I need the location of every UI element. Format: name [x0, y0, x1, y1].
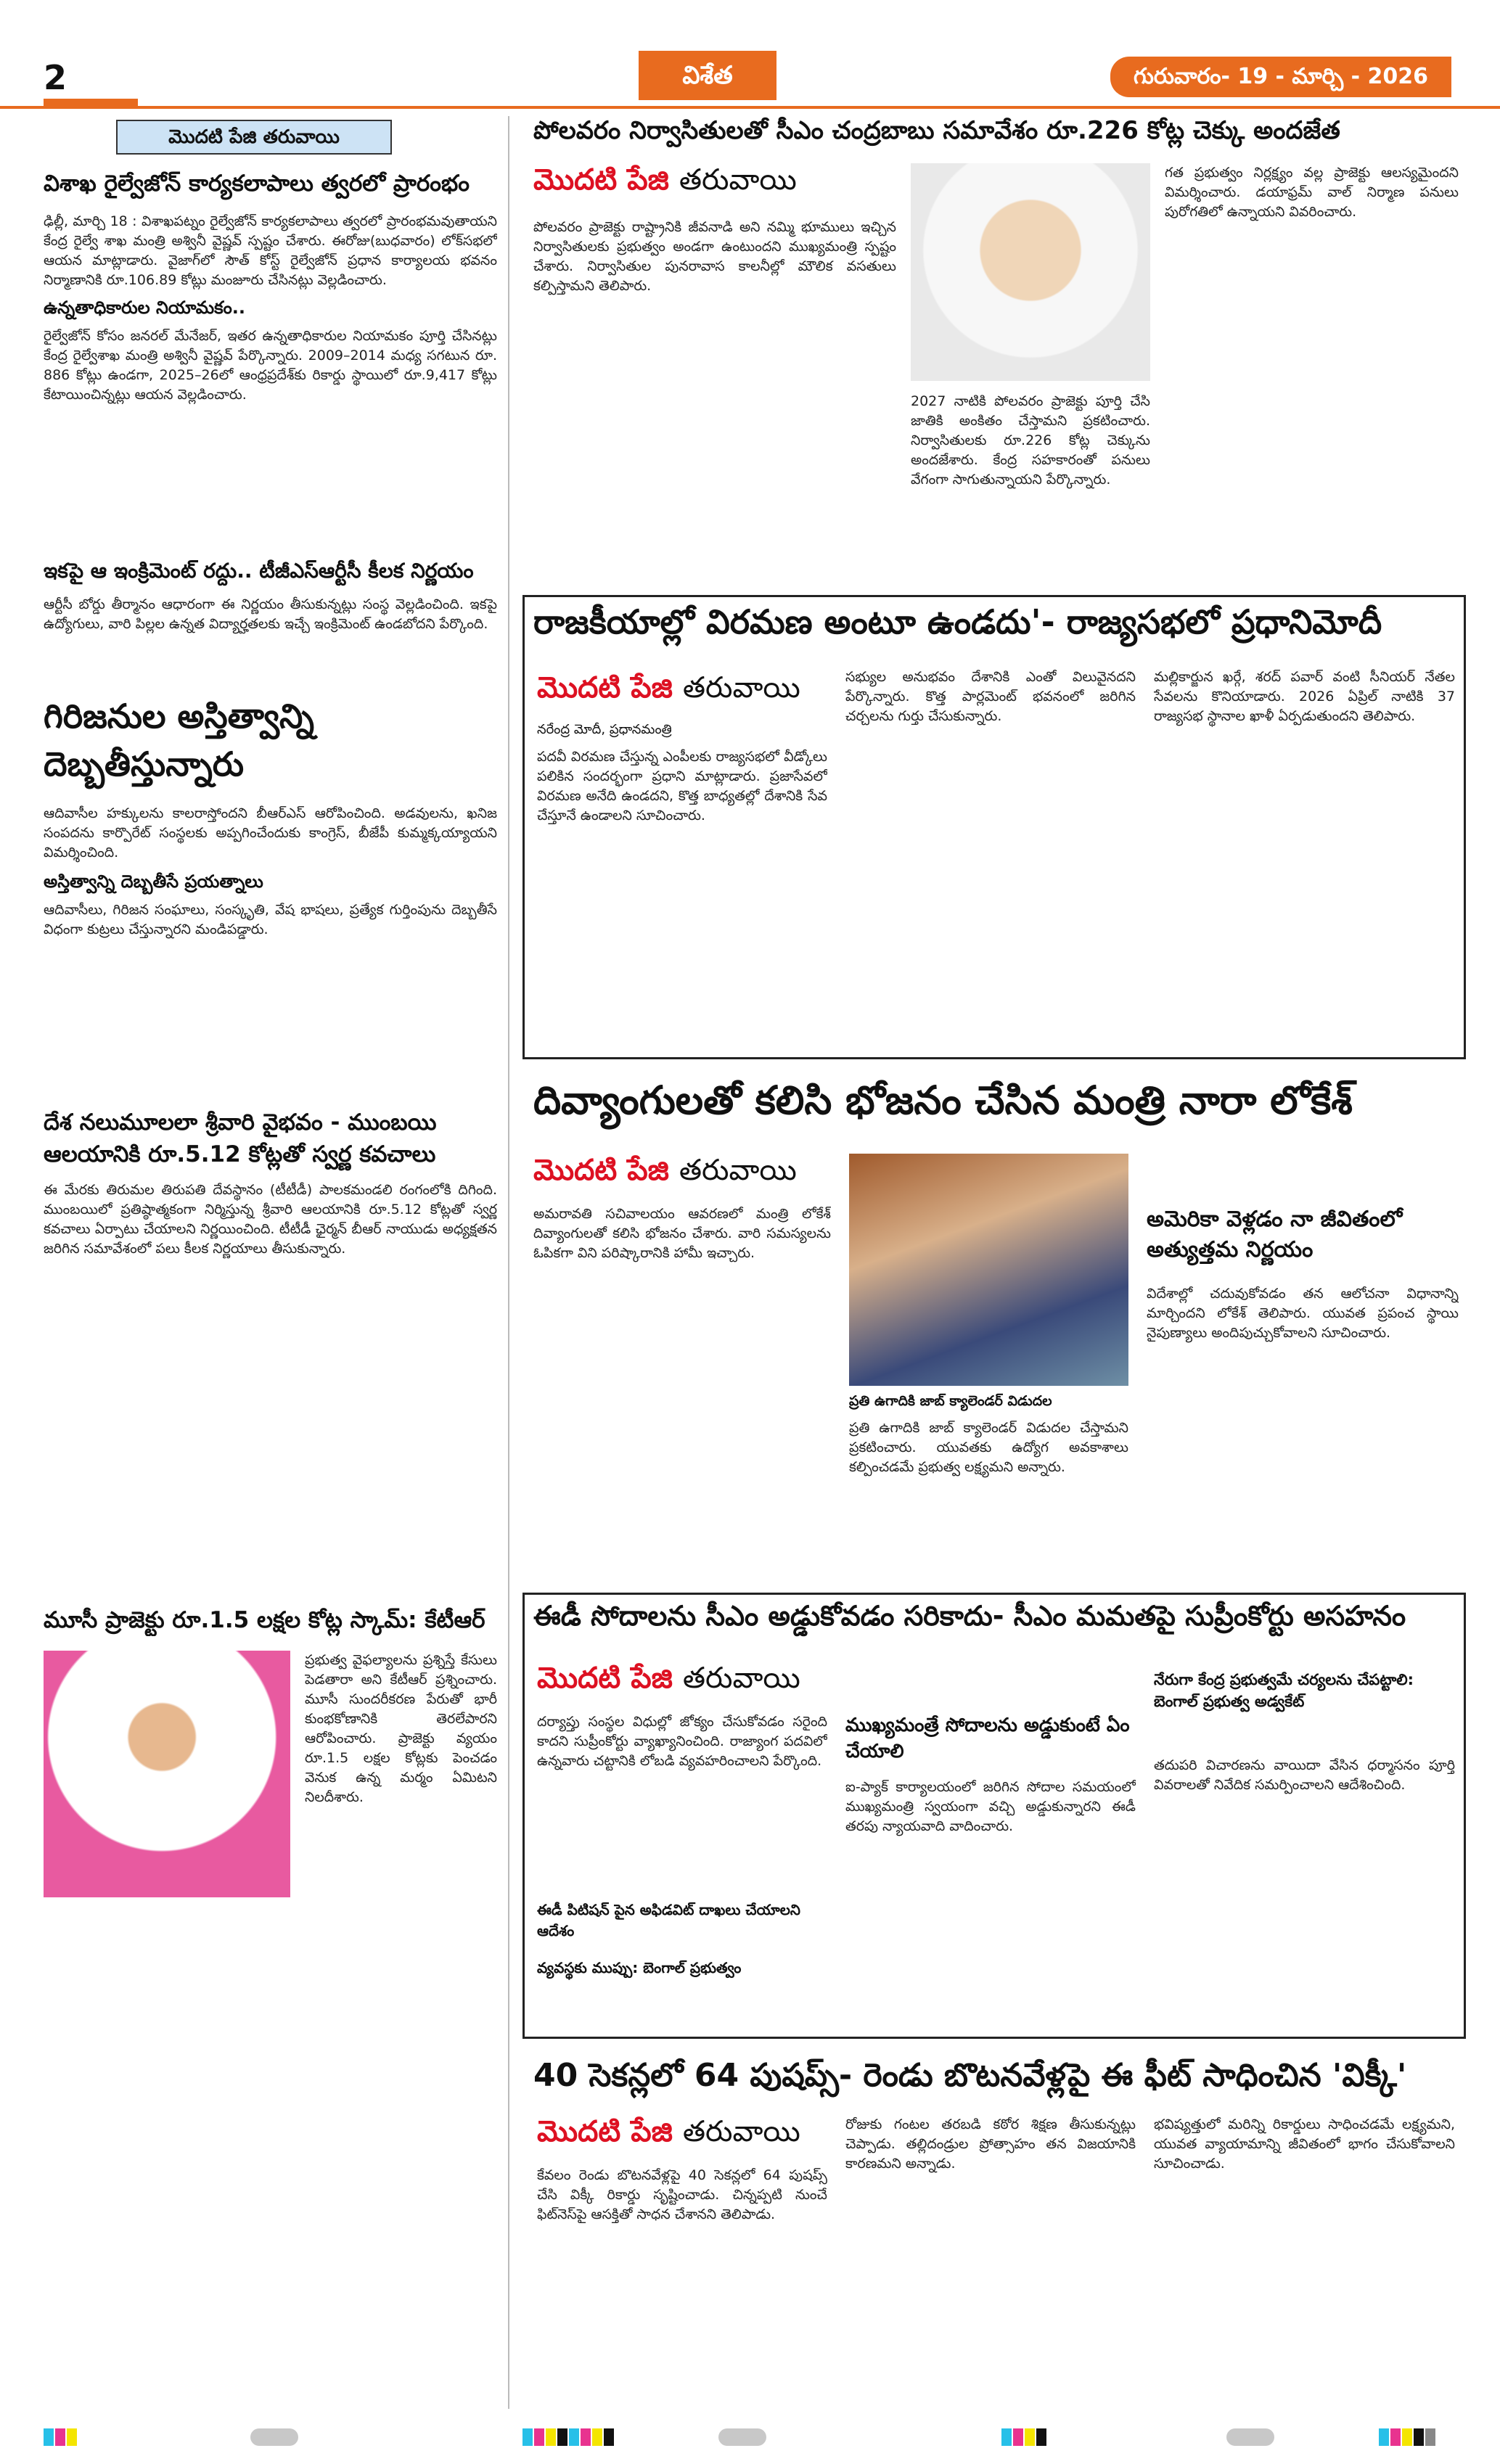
- vicky-body-3: భవిష్యత్తులో మరిన్ని రికార్డులు సాధించడమే లక్ష్యమని, యువత వ్యాయామాన్ని జీవితంలో భాగం చేసుకోవాలని సూచించాడు.: [1154, 2116, 1455, 2172]
- yellow-swatch: [1402, 2428, 1412, 2446]
- ed-headline: ఈడీ సోదాలను సీఎం అడ్డుకోవడం సరికాదు- సీఎం మమతపై సుప్రీంకోర్టు అసహనం: [533, 1600, 1406, 1632]
- article-body: ఆదివాసీల హక్కులను కాలరాస్తోందని బీఆర్‌ఎస్ ఆరోపించింది. అడవులను, ఖనిజ సంపదను కార్పొరేట్ సంస్థలకు అప్పగించేందుకు కాంగ్రెస్, బీజేపీ కుమ్మక్కయ్యాయని విమర్శించింది.: [44, 805, 497, 861]
- lokesh-subhead: అమెరికా వెళ్లడం నా జీవితంలో అత్యుత్తమ నిర్ణయం: [1147, 1207, 1403, 1262]
- magenta-swatch: [1390, 2428, 1401, 2446]
- section-label: మొదటి పేజి తరువాయి: [116, 120, 392, 155]
- lokesh-photo: [849, 1154, 1128, 1386]
- lokesh-continued: [533, 1154, 882, 1197]
- continued-rest: తరువాయి: [682, 2115, 800, 2148]
- ed-subhead-3: ముఖ్యమంత్రే సోదాలను అడ్డుకుంటే ఏం చేయాలి: [845, 1714, 1130, 1762]
- continued-rest: తరువాయి: [679, 1154, 797, 1187]
- black-swatch: [604, 2428, 614, 2446]
- vicky-continued: [537, 2115, 885, 2159]
- article-title: దేశ నలుమూలలా శ్రీవారి వైభవం - ముంబయి ఆలయానికి రూ.5.12 కోట్లతో స్వర్ణ కవచాలు: [44, 1109, 437, 1167]
- modi-headline-wrap: [533, 602, 1455, 653]
- lokesh-headline: దివ్యాంగులతో కలిసి భోజనం చేసిన మంత్రి నారా లోకేశ్: [533, 1077, 1353, 1123]
- cyan-swatch: [522, 2428, 533, 2446]
- article-subhead: అస్తిత్వాన్ని దెబ్బతీసే ప్రయత్నాలు: [44, 871, 263, 892]
- polavaram-headline-wrap: [533, 116, 1459, 157]
- footer-registration-marks: [0, 2420, 1500, 2456]
- yellow-swatch: [1025, 2428, 1035, 2446]
- lokesh-body-3: విదేశాల్లో చదువుకోవడం తన ఆలోచనా విధానాన్ని మార్చిందని లోకేశ్ తెలిపారు. యువత ప్రపంచ స్థాయి నైపుణ్యాలు అందిపుచ్చుకోవాలని సూచించారు.: [1147, 1286, 1459, 1341]
- magenta-swatch: [55, 2428, 65, 2446]
- ed-body-2: ఐ-ప్యాక్ కార్యాలయంలో జరిగిన సోదాల సమయంలో ముఖ్యమంత్రి స్వయంగా వచ్చి అడ్డుకున్నారని ఈడీ తరపు న్యాయవాది వాదించారు.: [845, 1779, 1136, 1834]
- article-body-2: ఆదివాసీలు, గిరిజన సంఘాలు, సంస్కృతి, వేష భాషలు, ప్రత్యేక గుర్తింపును దెబ్బతీసే విధంగా కుట్రలు చేస్తున్నారని మండిపడ్డారు.: [44, 902, 497, 937]
- polavaram-body-1: పోలవరం ప్రాజెక్టు రాష్ట్రానికి జీవనాడి అని నమ్మి భూములు ఇచ్చిన నిర్వాసితులకు ప్రభుత్వం అండగా ఉంటుందని ముఖ్యమంత్రి స్పష్టం చేశారు. నిర్వాసితుల పునరావాస కాలనీల్లో మౌలిక వసతులు కల్పిస్తామని తెలిపారు.: [533, 219, 896, 294]
- masthead: [0, 0, 1500, 109]
- lokesh-headline-wrap: [533, 1077, 1459, 1136]
- modi-headline: రాజకీయాల్లో విరమణ అంటూ ఉండదు'- రాజ్యసభలో ప్రధానిమోదీ: [533, 602, 1382, 641]
- vicky-body-1: కేవలం రెండు బొటనవేళ్లపై 40 సెకన్లలో 64 పుషప్స్ చేసి విక్కీ రికార్డు సృష్టించాడు. చిన్నప్పటి నుంచే ఫిట్‌నెస్‌పై ఆసక్తితో సాధన చేశానని తెలిపాడు.: [537, 2167, 827, 2222]
- article-title: ఇకపై ఆ ఇంక్రిమెంట్ రద్దు.. టీజీఎస్ఆర్టీసీ కీలక నిర్ణయం: [44, 559, 474, 583]
- article-railway-zone: [44, 171, 497, 577]
- ed-continued: [537, 1662, 885, 1705]
- vicky-headline-wrap: [533, 2057, 1459, 2108]
- ed-body-3: తదుపరి విచారణను వాయిదా వేసిన ధర్మాసనం పూర్తి వివరాలతో నివేదిక సమర్పించాలని ఆదేశించింది.: [1154, 1757, 1455, 1793]
- newspaper-logo: విశేత: [639, 51, 776, 100]
- ed-body-1: దర్యాప్తు సంస్థల విధుల్లో జోక్యం చేసుకోవడం సరైంది కాదని సుప్రీంకోర్టు వ్యాఖ్యానించింది. రాజ్యాంగ పదవిలో ఉన్నవారు చట్టానికి లోబడి వ్యవహరించాలని పేర్కొంది.: [537, 1714, 827, 1769]
- column-divider: [508, 116, 509, 2409]
- magenta-swatch: [1013, 2428, 1023, 2446]
- yellow-swatch: [546, 2428, 556, 2446]
- ed-subhead-1: ఈడీ పిటిషన్‌ పైన అఫిడవిట్ దాఖలు చేయాలని ఆదేశం: [537, 1901, 800, 1939]
- continued-rest: తరువాయి: [679, 163, 797, 197]
- cyan-swatch: [569, 2428, 579, 2446]
- article-body: ఈ మేరకు తిరుమల తిరుపతి దేవస్థానం (టీటీడీ) పాలకమండలి రంగంలోకి దిగింది. ముంబయిలో ప్రతిష్ఠాత్మకంగా నిర్మిస్తున్న శ్రీవారి ఆలయానికి రూ.5.12 కోట్లతో స్వర్ణ కవచాలు ఏర్పాటు చేయాలని నిర్ణయించింది. టీటీడీ ఛైర్మన్ బీఆర్ నాయుడు అధ్యక్షతన జరిగిన సమావేశంలో పలు కీలక నిర్ణయాలు తీసుకున్నారు.: [44, 1182, 497, 1257]
- ed-headline-wrap: [533, 1600, 1455, 1651]
- continued-rest: తరువాయి: [682, 1662, 800, 1695]
- date-banner: గురువారం- 19 - మార్చి - 2026: [1110, 57, 1451, 97]
- polavaram-body-3: గత ప్రభుత్వం నిర్లక్ష్యం వల్ల ప్రాజెక్టు ఆలస్యమైందని విమర్శించారు. డయాఫ్రమ్ వాల్ నిర్మాణ పనులు పురోగతిలో ఉన్నాయని వివరించారు.: [1165, 165, 1459, 220]
- registration-oval: [250, 2428, 298, 2446]
- polavaram-headline: పోలవరం నిర్వాసితులతో సీఎం చంద్రబాబు సమావేశం రూ.226 కోట్ల చెక్కు అందజేత: [533, 116, 1340, 145]
- gray-swatch: [1425, 2428, 1435, 2446]
- registration-oval: [718, 2428, 766, 2446]
- continued-label: మొదటి పేజి: [537, 2115, 673, 2148]
- lokesh-body-1: అమరావతి సచివాలయం ఆవరణలో మంత్రి లోకేశ్ దివ్యాంగులతో కలిసి భోజనం చేశారు. వారి సమస్యలను ఓపికగా విని పరిష్కారానికి హామీ ఇచ్చారు.: [533, 1206, 831, 1261]
- continued-label: మొదటి పేజి: [533, 163, 669, 197]
- polavaram-body-2: 2027 నాటికి పోలవరం ప్రాజెక్టు పూర్తి చేసి జాతికి అంకితం చేస్తామని ప్రకటించారు. నిర్వాసితులకు రూ.226 కోట్ల చెక్కును అందజేశారు. కేంద్ర సహకారంతో పనులు వేగంగా సాగుతున్నాయని పేర్కొన్నారు.: [911, 393, 1150, 488]
- page-number: 2: [44, 58, 67, 97]
- cyan-swatch: [1001, 2428, 1012, 2446]
- article-subhead: ఉన్నతాధికారుల నియామకం..: [44, 297, 246, 318]
- article-body: ప్రభుత్వ వైఫల్యాలను ప్రశ్నిస్తే కేసులు పెడతారా అని కేటీఆర్ ప్రశ్నించారు. మూసీ సుందరీకరణ పేరుతో భారీ కుంభకోణానికి తెరలేపారని ఆరోపించారు. ప్రాజెక్టు వ్యయం రూ.1.5 లక్షల కోట్లకు పెంచడం వెనుక ఉన్న మర్మం ఏమిటని నిలదీశారు.: [305, 1652, 497, 1805]
- black-swatch: [1414, 2428, 1424, 2446]
- article-body: ఆర్టీసీ బోర్డు తీర్మానం ఆధారంగా ఈ నిర్ణయం తీసుకున్నట్లు సంస్థ వెల్లడించింది. ఇకపై ఉద్యోగులు, వారి పిల్లల ఉన్నత విద్యార్హతలకు ఇచ్చే ఇంక్రిమెంట్ ఉండబోదని పేర్కొంది.: [44, 596, 497, 632]
- black-swatch: [1036, 2428, 1046, 2446]
- lokesh-subhead-wrap: [1147, 1204, 1459, 1277]
- polavaram-continued: [533, 163, 882, 207]
- article-title: విశాఖ రైల్వేజోన్ కార్యకలాపాలు త్వరలో ప్రారంభం: [44, 171, 470, 197]
- page-number-bar: [44, 99, 138, 106]
- continued-rest: తరువాయి: [682, 671, 800, 705]
- registration-oval: [1226, 2428, 1274, 2446]
- ed-subhead-4: నేరుగా కేంద్ర ప్రభుత్వమే చర్యలను చేపట్టాలి: బెంగాల్ ప్రభుత్వ అడ్వకేట్: [1154, 1671, 1414, 1710]
- yellow-swatch: [67, 2428, 77, 2446]
- ktr-title-wrap: [44, 1607, 497, 1636]
- modi-continued: [537, 671, 885, 715]
- cyan-swatch: [1379, 2428, 1389, 2446]
- magenta-swatch: [534, 2428, 544, 2446]
- yellow-swatch: [592, 2428, 602, 2446]
- article-body: ఢిల్లీ, మార్చి 18 : విశాఖపట్నం రైల్వేజోన్ కార్యకలాపాలు త్వరలో ప్రారంభమవుతాయని కేంద్ర రైల్వే శాఖ మంత్రి అశ్వినీ వైష్ణవ్ స్పష్టం చేశారు. ఈరోజు(బుధవారం) లోక్‌సభలో ఆయన మాట్లాడారు. వైజాగ్‌లో సౌత్ కోస్ట్ రైల్వేజోన్ ప్రధాన కార్యాలయ భవనం నిర్మాణానికి రూ.106.89 కోట్లు మంజూరు చేసినట్లు వెల్లడించారు.: [44, 213, 497, 288]
- article-tribal-identity: [44, 697, 497, 1125]
- continued-label: మొదటి పేజి: [533, 1154, 669, 1187]
- black-swatch: [557, 2428, 567, 2446]
- magenta-swatch: [581, 2428, 591, 2446]
- vicky-body-2: రోజుకు గంటల తరబడి కఠోర శిక్షణ తీసుకున్నట్లు చెప్పాడు. తల్లిదండ్రుల ప్రోత్సాహం తన విజయానికి కారణమని అన్నాడు.: [845, 2116, 1136, 2172]
- ed-subhead-2: వ్యవస్థకు ముప్పు: బెంగాల్ ప్రభుత్వం: [537, 1959, 742, 1976]
- continued-label: మొదటి పేజి: [537, 1662, 673, 1695]
- continued-label: మొదటి పేజి: [537, 671, 673, 705]
- vicky-headline: 40 సెకన్లలో 64 పుషప్స్- రెండు బొటనవేళ్లపై ఈ ఫీట్ సాధించిన 'విక్కీ': [533, 2057, 1407, 2094]
- article-title: మూసీ ప్రాజెక్టు రూ.1.5 లక్షల కోట్ల స్కామ్: కేటీఆర్: [44, 1607, 485, 1633]
- modi-body-1: పదవీ విరమణ చేస్తున్న ఎంపీలకు రాజ్యసభలో వీడ్కోలు పలికిన సందర్భంగా ప్రధాని మాట్లాడారు. ప్రజాసేవలో విరమణ అనేది ఉండదని, కొత్త బాధ్యతల్లో దేశానికి సేవ చేస్తూనే ఉండాలని సూచించారు.: [537, 749, 827, 824]
- modi-body-3: మల్లికార్జున ఖర్గే, శరద్ పవార్ వంటి సీనియర్ నేతల సేవలను కొనియాడారు. 2026 ఏప్రిల్ నాటికి 37 రాజ్యసభ స్థానాల ఖాళీ ఏర్పడుతుందని తెలిపారు.: [1154, 669, 1455, 724]
- modi-byline: నరేంద్ర మోదీ, ప్రధానమంత్రి: [537, 722, 672, 737]
- cm-chandrababu-photo: [911, 163, 1150, 381]
- modi-body-2: సభ్యుల అనుభవం దేశానికి ఎంతో విలువైనదని పేర్కొన్నారు. కొత్త పార్లమెంట్ భవనంలో జరిగిన చర్చలను గుర్తు చేసుకున్నారు.: [845, 669, 1136, 724]
- cyan-swatch: [44, 2428, 54, 2446]
- ktr-photo: [44, 1651, 290, 1897]
- article-rtc-increment: [44, 559, 497, 711]
- lokesh-caption: ప్రతి ఉగాదికి జాబ్ క్యాలెండర్ విడుదల: [849, 1393, 1052, 1409]
- lokesh-body-2: ప్రతి ఉగాదికి జాబ్ క్యాలెండర్ విడుదల చేస్తామని ప్రకటించారు. యువతకు ఉద్యోగ అవకాశాలు కల్పించడమే ప్రభుత్వ లక్ష్యమని అన్నారు.: [849, 1420, 1128, 1475]
- article-body-2: రైల్వేజోన్ కోసం జనరల్ మేనేజర్, ఇతర ఉన్నతాధికారుల నియామకం పూర్తి చేసినట్లు కేంద్ర రైల్వేశాఖ మంత్రి అశ్వినీ వైష్ణవ్ పేర్కొన్నారు. 2009–2014 మధ్య సగటున రూ. 886 కోట్లు ఉండగా, 2025–26లో ఆంధ్రప్రదేశ్‌కు రికార్డు స్థాయిలో రూ.9,417 కోట్లు కేటాయించిన్నట్లు ఆయన వెల్లడించారు.: [44, 328, 497, 403]
- article-ttd-mumbai: [44, 1106, 497, 1614]
- article-title: గిరిజనుల అస్తిత్వాన్ని దెబ్బతీస్తున్నారు: [44, 697, 314, 784]
